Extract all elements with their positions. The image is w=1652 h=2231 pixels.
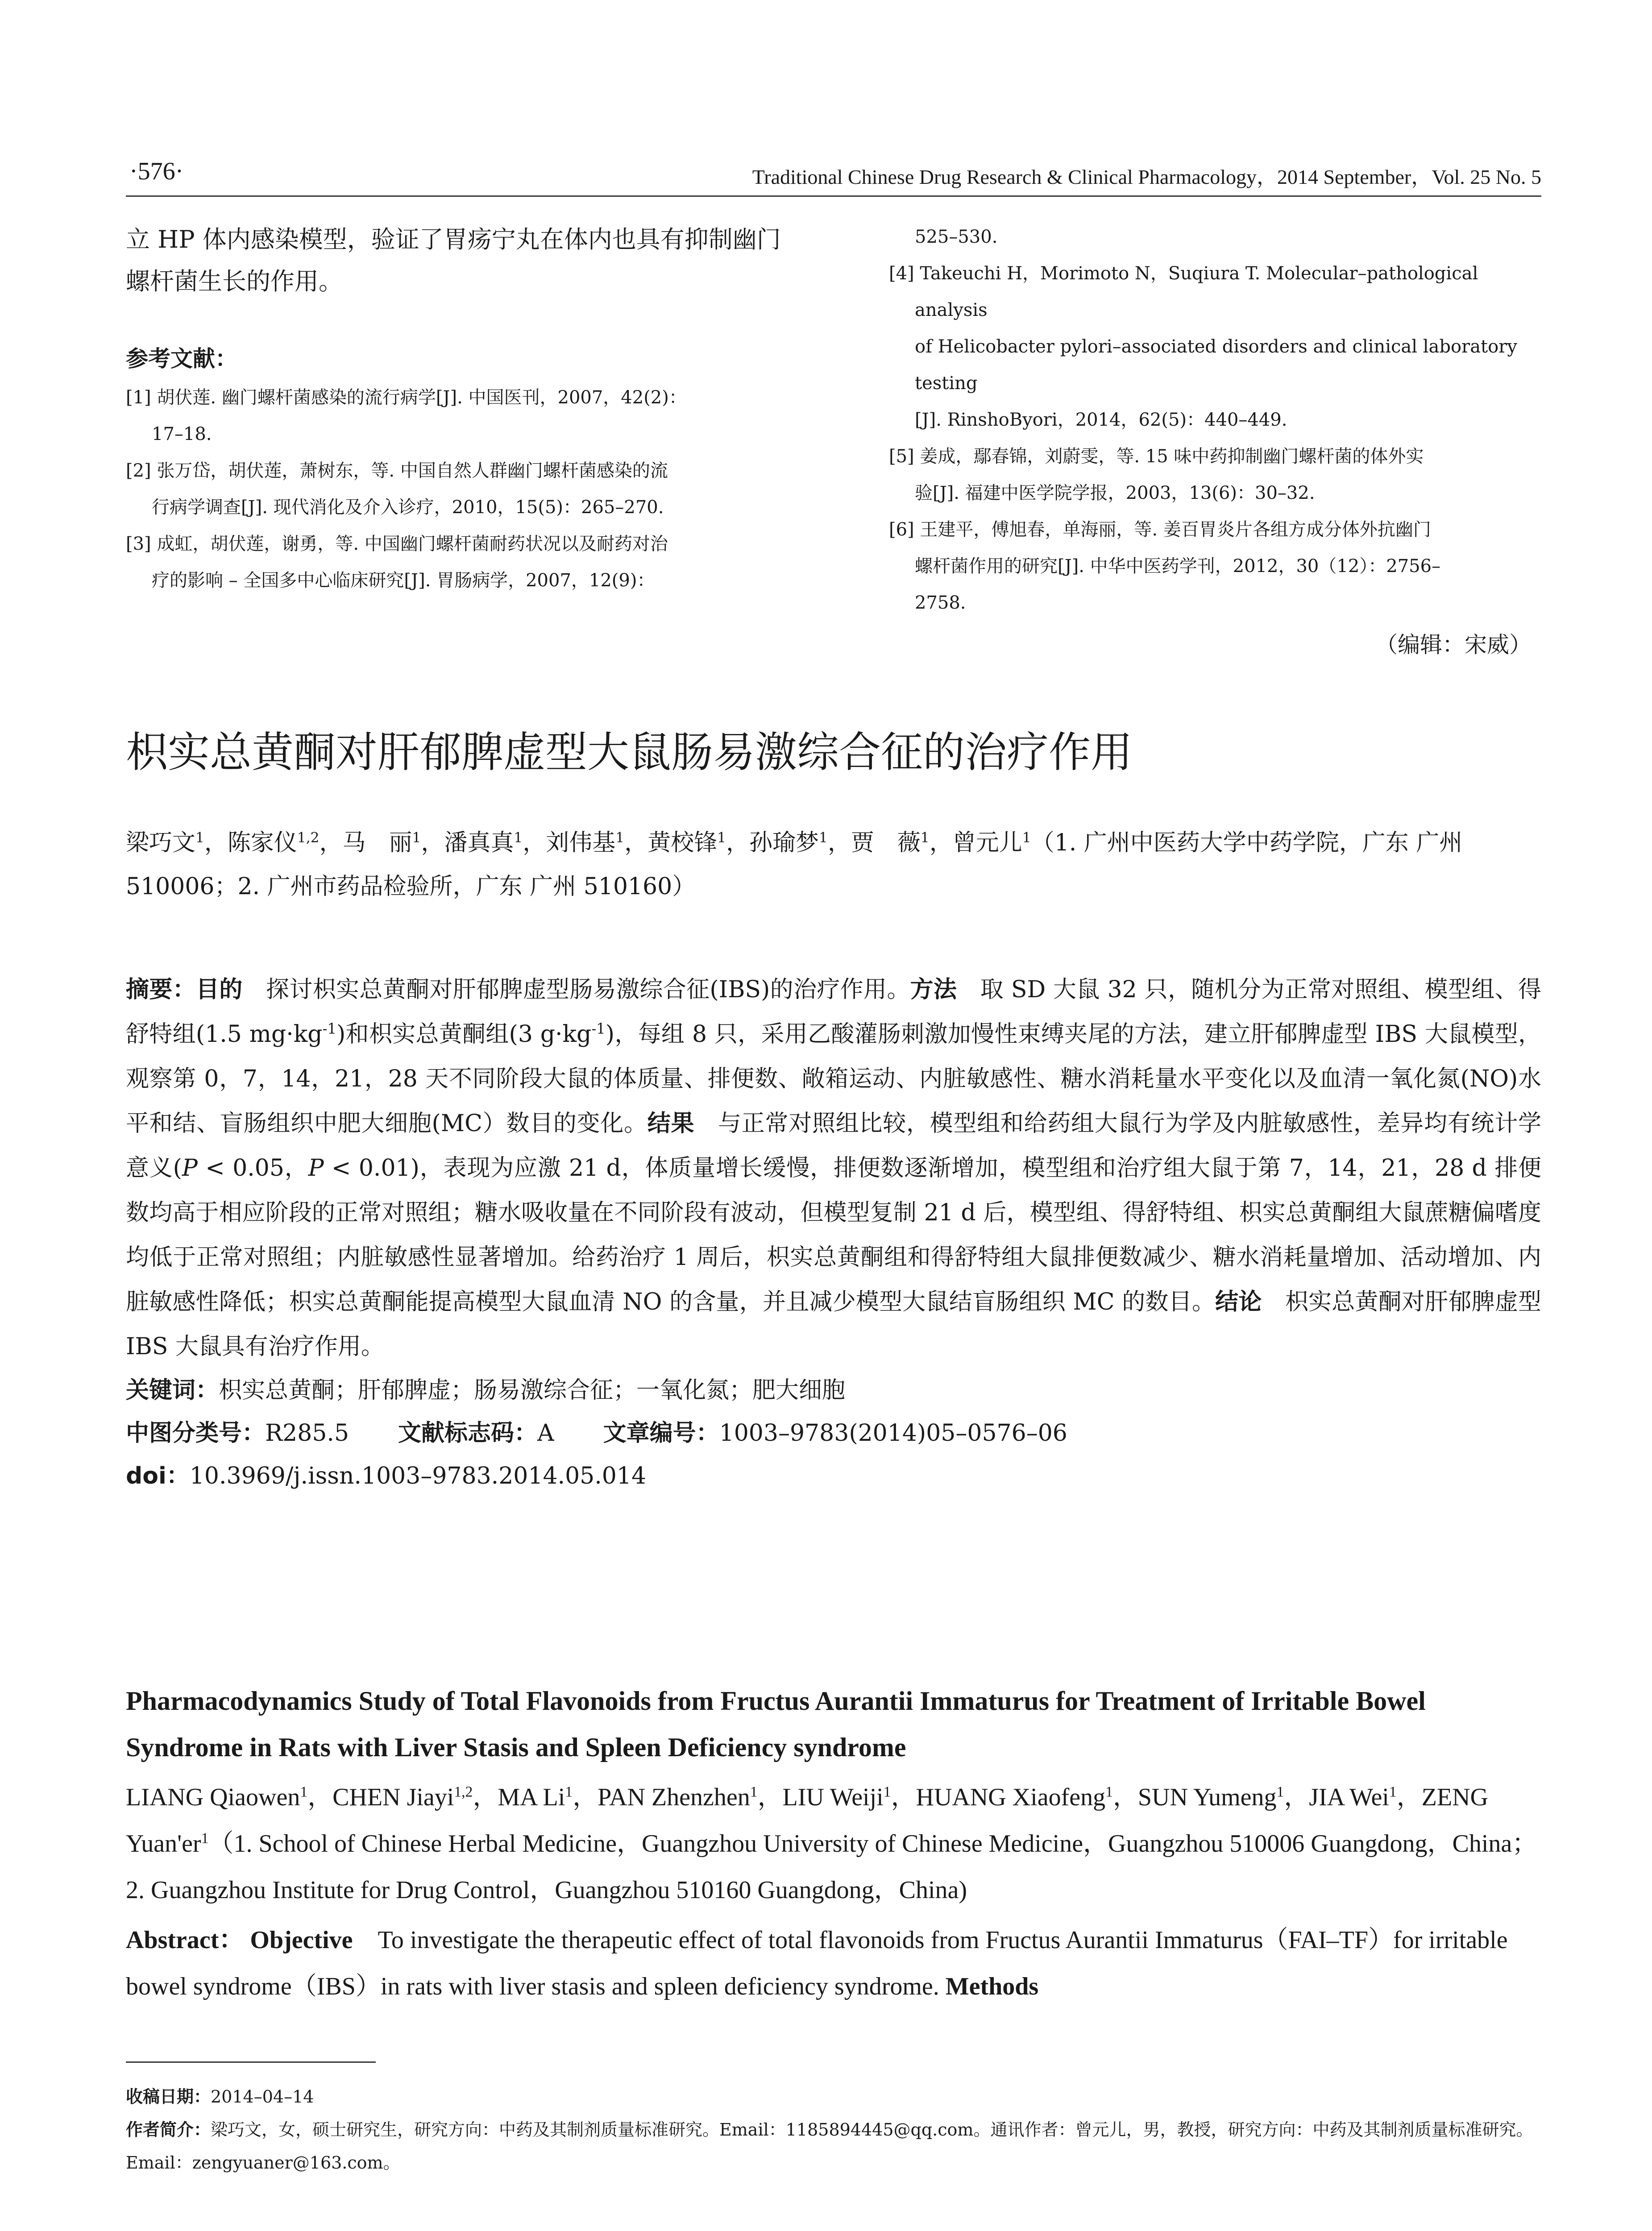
article-id-value: 1003–9783(2014)05–0576–06 xyxy=(719,1420,1067,1447)
keywords-label: 关键词： xyxy=(126,1377,219,1404)
reference-text: 姜成，鄢春锦，刘蔚雯，等. 15 味中药抑制幽门螺杆菌的体外实 xyxy=(920,446,1424,467)
author-bio-line xyxy=(126,2113,1541,2179)
reference-item xyxy=(126,379,804,416)
running-header: Traditional Chinese Drug Research & Clinical Pharmacology，2014 September，Vol. 25 No. 5 xyxy=(752,166,1541,188)
article-title-cn: 枳实总黄酮对肝郁脾虚型大鼠肠易激综合征的治疗作用 xyxy=(126,728,1133,777)
methods-en-label: Methods xyxy=(945,1973,1039,2000)
author-affil-mark: 1,2 xyxy=(454,1783,473,1800)
objective-en-text: To investigate the therapeutic effect of total flavonoids from Fructus Aurantii Immaturus（FAI–TF）for irritable bowel syndrome（IBS）in rats with liver stasis and spleen deficiency syndrome. xyxy=(126,1926,1508,2000)
page-number: ·576· xyxy=(129,158,184,185)
reference-continuation: 行病学调查[J]. 现代消化及介入诊疗，2010，15(5)：265–270. xyxy=(152,497,664,518)
right-column xyxy=(889,219,1540,665)
author-affil-mark: 1 xyxy=(1389,1783,1397,1800)
author-name: 陈家仪 xyxy=(227,829,297,856)
author-name: ZENG Yuan'er xyxy=(126,1783,1488,1858)
author-name: 马 丽 xyxy=(342,829,412,856)
objective-text: 探讨枳实总黄酮对肝郁脾虚型肠易激综合征(IBS)的治疗作用。 xyxy=(266,976,910,1003)
references-heading: 参考文献： xyxy=(126,346,237,372)
article-id-label: 文章编号： xyxy=(603,1420,719,1447)
doc-code-label: 文献标志码： xyxy=(398,1420,538,1447)
author-affil-mark: 1 xyxy=(615,829,625,846)
keywords-text: 枳实总黄酮；肝郁脾虚；肠易激综合征；一氧化氮；肥大细胞 xyxy=(219,1377,846,1404)
reference-label: [2] xyxy=(126,460,151,481)
author-name: HUANG Xiaofeng xyxy=(916,1783,1106,1811)
left-column xyxy=(126,219,804,599)
author-affil-mark: 1 xyxy=(883,1783,891,1800)
author-affil-mark: 1 xyxy=(514,829,523,846)
conclusion-label: 结论 xyxy=(1215,1289,1262,1315)
unit-exponent: -1 xyxy=(591,1020,606,1037)
clc-label: 中图分类号： xyxy=(126,1420,266,1447)
header-rule xyxy=(126,195,1541,197)
article-title-en: Pharmacodynamics Study of Total Flavonoids from Fructus Aurantii Immaturus for Treatment of Irritable Bowel Syndrome in Rats with Liver Stasis and Spleen Deficiency syndrome xyxy=(126,1686,1426,1762)
classification-line xyxy=(126,1412,1541,1455)
author-name: JIA Wei xyxy=(1309,1783,1389,1811)
reference-label: [3] xyxy=(126,534,151,554)
p-value-symbol: P xyxy=(308,1155,324,1182)
authors-en: LIANG Qiaowen$^1$，CHEN Jiayi$^{1,2}$，MA Li$^1$，PAN Zhenzhen$^1$，LIU Weiji$^1$，HUANG Xiaofeng$^1$，SUN Yumeng$^1$，JIA Wei$^1$，ZENG $Yuan'er^1(1$. School of Chinese Herbal Medicine，Guangzhou University of Chinese Medicine，Guangzhou 510006 Guangdong，China；2. Guangzhou Institute for Drug Control，Guangzhou 510160 Guangdong，China) xyxy=(126,1783,1537,1904)
received-date-line xyxy=(126,2080,1541,2113)
reference-label: [4] xyxy=(889,263,914,284)
author-affil-mark: 1 xyxy=(1105,1783,1113,1800)
received-label: 收稿日期： xyxy=(126,2087,211,2107)
reference-label: [5] xyxy=(889,446,914,467)
english-abstract-block xyxy=(126,1678,1541,2010)
reference-text: 王建平，傅旭春，单海丽，等. 姜百胃炎片各组方成分体外抗幽门 xyxy=(920,519,1431,540)
p-value-symbol: P xyxy=(182,1155,198,1182)
results-text: < 0.01)，表现为应激 21 d，体质量增长缓慢，排便数逐渐增加，模型组和治疗组大鼠于第 7，14，21，28 d 排便数均高于相应阶段的正常对照组；糖水吸收量在不同阶段有波动，但模型复制 21 d 后，模型组、得舒特组、枳实总黄酮组大鼠蔗糖偏嗜度均低于正常对照组；内脏敏感性显著增加。给药治疗 1 周后，枳实总黄酮组和得舒特组大鼠排便数减少、糖水消耗量增加、活动增加、内脏敏感性降低；枳实总黄酮能提高模型大鼠血清 NO 的含量，并且减少模型大鼠结盲肠组织 MC 的数目。 xyxy=(126,1155,1541,1315)
clc-value: R285.5 xyxy=(265,1420,349,1447)
author-affil-mark: 1 xyxy=(920,829,930,846)
doi-value: 10.3969/j.issn.1003–9783.2014.05.014 xyxy=(189,1463,647,1489)
reference-item xyxy=(889,511,1540,548)
methods-label: 方法 xyxy=(910,976,957,1003)
p-value-text: < 0.05， xyxy=(197,1155,308,1182)
editor-note: （编辑：宋威） xyxy=(1375,632,1532,658)
abstract-label: 摘要： xyxy=(126,976,196,1003)
reference-continuation: 疗的影响 – 全国多中心临床研究[J]. 胃肠病学，2007，12(9)： xyxy=(152,570,655,591)
results-text: 与正常对照组比较，模型组和给药组大鼠行为学及内脏敏感性，差异均有统计学意义( xyxy=(126,1110,1541,1182)
author-affiliations: （1. School of Chinese Herbal Medicine，Guangzhou University of Chinese Medicine，Guangzhou 510006 Guangdong，China；2. Guangzhou Institute for Drug Control，Guangzhou 510160 Guangdong，China) xyxy=(126,1830,1537,1904)
reference-continuation: 525–530. xyxy=(915,227,998,247)
author-name: LIANG Qiaowen xyxy=(126,1783,300,1811)
footnote-rule xyxy=(126,2061,376,2063)
reference-item xyxy=(126,526,804,562)
author-affil-mark: 1,2 xyxy=(297,829,320,846)
reference-text: Takeuchi H，Morimoto N，Suqiura T. Molecular–pathological analysis xyxy=(915,263,1478,320)
author-affil-mark: 1 xyxy=(201,1830,209,1847)
reference-continuation: 2758. xyxy=(915,593,966,613)
abstract-cn-text xyxy=(126,967,1541,1369)
abstract-en-label: Abstract： xyxy=(126,1926,244,1954)
conclusion-text: 枳实总黄酮对肝郁脾虚型 IBS 大鼠具有治疗作用。 xyxy=(126,1289,1541,1360)
author-name: 孙瑜梦 xyxy=(749,829,819,856)
doi-line xyxy=(126,1455,1541,1497)
methods-text: 取 SD 大鼠 32 只，随机分为正常对照组、模型组、得舒特组(1.5 mg·kg xyxy=(126,976,1541,1048)
author-name: 曾元儿 xyxy=(952,829,1022,856)
author-name: 梁巧文 xyxy=(126,829,196,856)
author-name: 刘伟基 xyxy=(546,829,616,856)
author-name: 潘真真 xyxy=(444,829,514,856)
author-affil-mark: 1 xyxy=(750,1783,758,1800)
author-affiliations: （1. 广州中医药大学中药学院，广东 广州 510006；2. 广州市药品检验所，广东 广州 510160） xyxy=(126,829,1463,900)
reference-continuation: of Helicobacter pylori–associated disorders and clinical laboratory testing xyxy=(915,336,1517,394)
reference-continuation: 螺杆菌作用的研究[J]. 中华中医药学刊，2012，30（12）：2756– xyxy=(915,556,1441,576)
author-affil-mark: 1 xyxy=(1022,829,1031,846)
methods-text: )，每组 8 只，采用乙酸灌肠刺激加慢性束缚夹尾的方法，建立肝郁脾虚型 IBS 大鼠模型，观察第 0，7，14，21，28 天不同阶段大鼠的体质量、排便数、敞箱运动、内脏敏感性、糖水消耗量水平变化以及血清一氧化氮(NO)水平和结、盲肠组织中肥大细胞(MC）数目的变化。 xyxy=(126,1021,1541,1137)
objective-en-label: Objective xyxy=(250,1926,353,1954)
author-name: SUN Yumeng xyxy=(1137,1783,1277,1811)
reference-text: 成虹，胡伏莲，谢勇，等. 中国幽门螺杆菌耐药状况以及耐药对治 xyxy=(157,534,668,554)
reference-item xyxy=(126,452,804,489)
author-name: 贾 薇 xyxy=(851,829,921,856)
reference-continuation: 17–18. xyxy=(152,424,212,444)
received-date: 2014–04–14 xyxy=(211,2087,314,2107)
footnotes xyxy=(126,2080,1541,2179)
methods-text: )和枳实总黄酮组(3 g·kg xyxy=(336,1021,592,1048)
author-name: LIU Weiji xyxy=(782,1783,884,1811)
reference-item xyxy=(889,255,1540,328)
objective-label: 目的 xyxy=(196,976,243,1003)
author-affil-mark: 1 xyxy=(717,829,726,846)
results-label: 结果 xyxy=(647,1110,695,1137)
doi-label: doi： xyxy=(126,1463,190,1489)
doc-code-value: A xyxy=(537,1420,554,1447)
author-name: CHEN Jiayi xyxy=(332,1783,454,1811)
keywords-line xyxy=(126,1369,1541,1412)
author-bio-text: 梁巧文，女，硕士研究生，研究方向：中药及其制剂质量标准研究。Email：1185894445@qq.com。通讯作者：曾元儿，男，教授，研究方向：中药及其制剂质量标准研究。Email：zengyuaner@163.com。 xyxy=(126,2120,1533,2173)
author-name: 黄校锋 xyxy=(648,829,718,856)
reference-continuation: 验[J]. 福建中医学院学报，2003，13(6)：30–32. xyxy=(915,483,1315,503)
author-affil-mark: 1 xyxy=(565,1783,573,1800)
author-affil-mark: 1 xyxy=(300,1783,308,1800)
author-bio-label: 作者简介： xyxy=(126,2120,211,2140)
unit-exponent: -1 xyxy=(322,1020,336,1037)
author-name: MA Li xyxy=(498,1783,565,1811)
reference-item xyxy=(889,438,1540,475)
author-affil-mark: 1 xyxy=(412,829,421,846)
author-affil-mark: 1 xyxy=(195,829,204,846)
authors-cn: 梁巧文$^1$，陈家仪$^{1,2}$，马 丽$^1$，潘真真$^1$，刘伟基$^1$，黄校锋$^1$，孙瑜梦$^1$，贾 薇$^1$，曾元儿$^1$（1. 广州中医药大学中药学院，广东 广州 510006；2. 广州市药品检验所，广东 广州 510160） xyxy=(126,829,1463,900)
author-affil-mark: 1 xyxy=(1276,1783,1284,1800)
reference-text: 张万岱，胡伏莲，萧树东，等. 中国自然人群幽门螺杆菌感染的流 xyxy=(157,460,668,481)
author-affil-mark: 1 xyxy=(819,829,828,846)
prev-article-text: 立 HP 体内感染模型，验证了胃疡宁丸在体内也具有抑制幽门螺杆菌生长的作用。 xyxy=(126,225,781,295)
reference-text: 胡伏莲. 幽门螺杆菌感染的流行病学[J]. 中国医刊，2007，42(2)： xyxy=(157,387,687,408)
author-name: PAN Zhenzhen xyxy=(598,1783,750,1811)
abstract-cn xyxy=(126,967,1541,1497)
reference-continuation: [J]. RinshoByori，2014，62(5)：440–449. xyxy=(915,410,1287,430)
reference-label: [6] xyxy=(889,519,914,540)
abstract-en-text xyxy=(126,1917,1541,2010)
reference-label: [1] xyxy=(126,387,151,408)
